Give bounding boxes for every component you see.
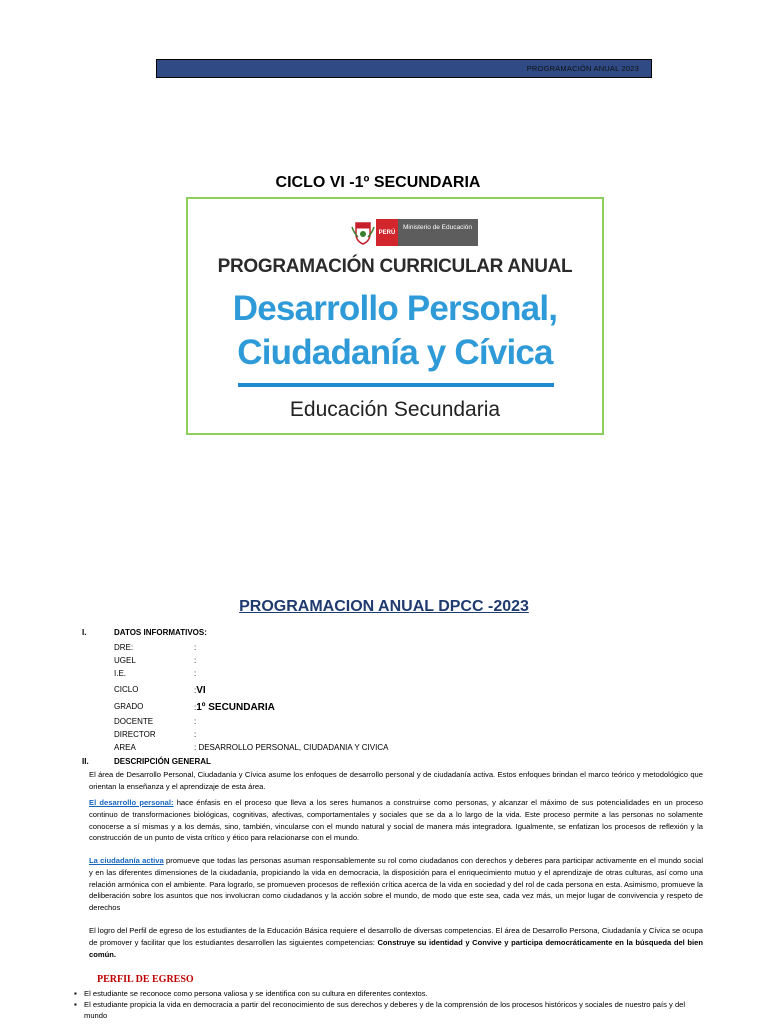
info-value: : xyxy=(194,669,197,678)
info-label: UGEL xyxy=(114,656,136,665)
highlight-active-citizenship: La ciudadanía activa xyxy=(89,856,164,865)
cover-title xyxy=(188,287,602,375)
info-label: AREA xyxy=(114,743,136,752)
info-value: :VI xyxy=(194,685,206,696)
cover-image xyxy=(186,197,604,435)
info-value: : xyxy=(194,643,197,652)
info-label: DOCENTE xyxy=(114,717,154,726)
paragraph-competencies: El logro del Perfil de egreso de los estudiantes de la Educación Básica requiere el desarrollo de diversas competencias. El área de Desarrollo Persona, Ciudadanía y Cívica se ocupa de promover y facilitar que los estudiantes desarrollen las siguientes competencias: Construye su identidad y Convive y participa democráticamente en la búsqueda del bien común. xyxy=(89,926,703,959)
paragraph-intro: El área de Desarrollo Personal, Ciudadanía y Cívica asume los enfoques de desarrollo personal y de ciudadanía activa. Estos enfoques brindan el marco teórico y metodológico que orientan la enseñanza y el aprendizaje de esta área. xyxy=(89,770,703,791)
cover-divider xyxy=(238,383,554,387)
header-text: PROGRAMACIÓN ANUAL 2023 xyxy=(526,64,639,73)
header-bar xyxy=(156,59,652,78)
info-label: I.E. xyxy=(114,669,127,678)
perfil-title: PERFIL DE EGRESO xyxy=(97,974,194,985)
document-title-text: PROGRAMACION ANUAL DPCC -2023 xyxy=(239,598,529,615)
coat-of-arms-icon xyxy=(350,219,376,246)
info-value: : DESARROLLO PERSONAL, CIUDADANIA Y CIVICA xyxy=(194,743,389,752)
logo-ministry: Ministerio de Educación xyxy=(398,219,478,246)
document-title xyxy=(0,598,768,616)
info-value: : xyxy=(194,730,197,739)
cover-level: Educación Secundaria xyxy=(289,398,501,421)
cover-title-line2: Ciudadanía y Cívica xyxy=(237,333,553,372)
ministry-logo xyxy=(350,219,478,246)
cover-title-line1: Desarrollo Personal, xyxy=(232,289,558,328)
paragraph-active-citizenship: La ciudadanía activa promueve que todas las personas asuman responsablemente su rol como ciudadanos con derechos y deberes para participar activamente en el mundo social y en las diferentes dimensiones de la ciudadanía, propiciando la vida en democracia, la disposición para el enriquecimiento mutuo y el aprendizaje de otras culturas, así como una relación armónica con el ambiente. Para lograrlo, se promueven procesos de reflexión crítica acerca de la vida en sociedad y del rol de cada persona en esta. Asimismo, promueve la deliberación sobre los asuntos que nos involucran como ciudadanos y la acción sobre el mundo, de modo que este sea, cada vez más, un mejor lugar de convivencia y respeto de derechos xyxy=(89,856,704,913)
section2-number: II. xyxy=(82,757,89,766)
grade-value: 1º SECUNDARIA xyxy=(196,702,275,713)
perfil-list xyxy=(74,988,704,1021)
section2-title: DESCRIPCIÓN GENERAL xyxy=(114,757,211,766)
highlight-personal-development: El desarrollo personal: xyxy=(89,798,174,807)
section1-title: DATOS INFORMATIVOS: xyxy=(114,628,207,637)
info-label: CICLO xyxy=(114,685,139,694)
info-value: :1º SECUNDARIA xyxy=(194,702,275,713)
competencies-bold: Construye su identidad y Convive y participa democráticamente en la búsqueda del bien común. xyxy=(89,937,703,959)
cover-subtitle: PROGRAMACIÓN CURRICULAR ANUAL xyxy=(217,256,573,277)
info-value: : xyxy=(194,717,197,726)
cycle-title: CICLO VI -1º SECUNDARIA xyxy=(275,174,481,191)
info-label: DIRECTOR xyxy=(114,730,156,739)
cycle-value: VI xyxy=(196,685,206,696)
logo-country: PERÚ xyxy=(376,219,398,246)
list-item: ▪ El estudiante propicia la vida en democracia a partir del reconocimiento de sus derechos y deberes y de la comprensión de los procesos históricos y sociales de nuestro país y del mundo xyxy=(74,999,704,1021)
info-label: DRE: xyxy=(114,643,134,652)
info-value: : xyxy=(194,656,197,665)
paragraph-personal-development: El desarrollo personal: hace énfasis en el proceso que lleva a los seres humanos a construirse como personas, y alcanzar el máximo de sus potencialidades en un proceso continuo de transformaciones biológicas, cognitivas, afectivas, comportamentales y sociales que se da a lo largo de la vida. Este proceso permite a las personas no solamente conocerse a sí mismas y a los demás, sino, también, vincularse con el mundo natural y social de manera más integradora. Igualmente, se enfatizan los procesos de reflexión y la construcción de un punto de vista crítico y ético para relacionarse con el mundo. xyxy=(89,798,703,843)
info-label: GRADO xyxy=(114,702,144,711)
list-item: ▪ El estudiante se reconoce como persona valiosa y se identifica con su cultura en diferentes contextos. xyxy=(74,988,704,999)
section1-number: I. xyxy=(82,628,87,637)
